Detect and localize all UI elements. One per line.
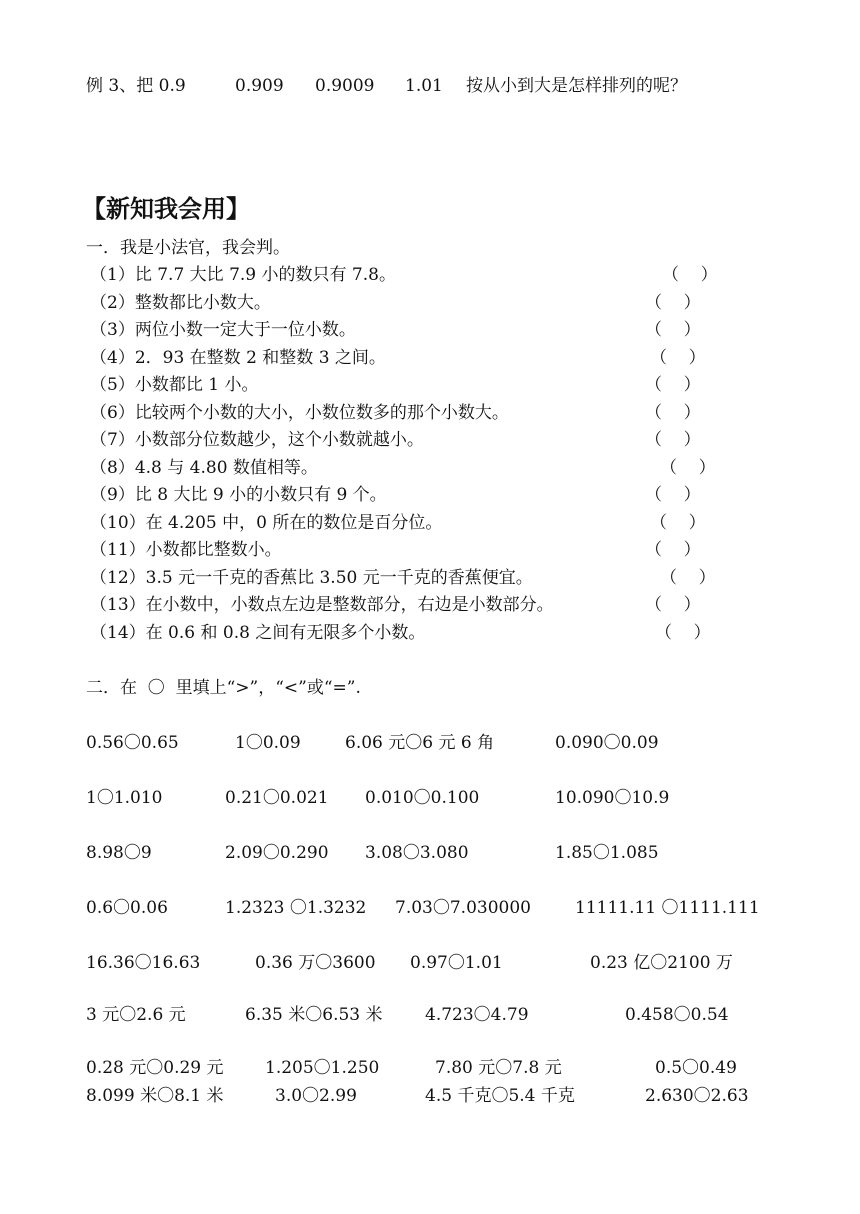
judgement-item: （12）3.5 元一千克的香蕉比 3.50 元一千克的香蕉便宜。 — [90, 568, 533, 588]
part2-title: 二．在 〇 里填上“>”，“<”或“=”. — [86, 678, 361, 698]
answer-blank[interactable]: （ ） — [655, 623, 711, 643]
judgement-item: （14）在 0.6 和 0.8 之间有无限多个小数。 — [90, 623, 426, 643]
judgement-item: （3）两位小数一定大于一位小数。 — [90, 320, 356, 340]
answer-blank[interactable]: （ ） — [645, 430, 701, 450]
comparison-item[interactable]: 0.010〇0.100 — [365, 788, 480, 808]
comparison-item[interactable]: 8.099 米〇8.1 米 — [86, 1086, 224, 1106]
comparison-item[interactable]: 7.80 元〇7.8 元 — [435, 1058, 562, 1078]
comparison-item[interactable]: 6.06 元〇6 元 6 角 — [345, 733, 495, 753]
answer-blank[interactable]: （ ） — [660, 568, 716, 588]
comparison-item[interactable]: 16.36〇16.63 — [86, 953, 201, 973]
comparison-item[interactable]: 1.205〇1.250 — [265, 1058, 380, 1078]
comparison-item[interactable]: 0.21〇0.021 — [225, 788, 329, 808]
answer-blank[interactable]: （ ） — [645, 375, 701, 395]
comparison-item[interactable]: 0.23 亿〇2100 万 — [590, 953, 733, 973]
part1-title: 一．我是小法官，我会判。 — [86, 238, 290, 258]
answer-blank[interactable]: （ ） — [645, 595, 701, 615]
comparison-item[interactable]: 0.458〇0.54 — [625, 1005, 729, 1025]
comparison-item[interactable]: 1.2323 〇1.3232 — [225, 898, 367, 918]
comparison-item[interactable]: 6.35 米〇6.53 米 — [245, 1005, 383, 1025]
comparison-item[interactable]: 1〇1.010 — [86, 788, 163, 808]
answer-blank[interactable]: （ ） — [645, 403, 701, 423]
comparison-item[interactable]: 0.28 元〇0.29 元 — [86, 1058, 224, 1078]
comparison-item[interactable]: 4.5 千克〇5.4 千克 — [425, 1086, 575, 1106]
comparison-item[interactable]: 2.09〇0.290 — [225, 843, 329, 863]
comparison-item[interactable]: 0.56〇0.65 — [86, 733, 179, 753]
answer-blank[interactable]: （ ） — [645, 293, 701, 313]
answer-blank[interactable]: （ ） — [650, 513, 706, 533]
comparison-item[interactable]: 3 元〇2.6 元 — [86, 1005, 186, 1025]
judgement-item: （9）比 8 大比 9 小的小数只有 9 个。 — [90, 485, 387, 505]
comparison-item[interactable]: 8.98〇9 — [86, 843, 152, 863]
comparison-item[interactable]: 10.090〇10.9 — [555, 788, 670, 808]
judgement-item: （8）4.8 与 4.80 数值相等。 — [90, 458, 318, 478]
comparison-item[interactable]: 0.6〇0.06 — [86, 898, 168, 918]
judgement-item: （11）小数都比整数小。 — [90, 540, 282, 560]
judgement-item: （7）小数部分位数越少，这个小数就越小。 — [90, 430, 424, 450]
judgement-item: （13）在小数中，小数点左边是整数部分，右边是小数部分。 — [90, 595, 554, 615]
answer-blank[interactable]: （ ） — [662, 265, 718, 285]
judgement-item: （6）比较两个小数的大小，小数位数多的那个小数大。 — [90, 403, 509, 423]
comparison-item[interactable]: 1〇0.09 — [235, 733, 301, 753]
example-number: 0.909 — [235, 76, 284, 96]
comparison-item[interactable]: 0.97〇1.01 — [410, 953, 503, 973]
comparison-item[interactable]: 0.090〇0.09 — [555, 733, 659, 753]
judgement-item: （1）比 7.7 大比 7.9 小的数只有 7.8。 — [90, 265, 396, 285]
comparison-item[interactable]: 3.0〇2.99 — [275, 1086, 357, 1106]
example-number: 1.01 — [405, 76, 443, 96]
answer-blank[interactable]: （ ） — [645, 485, 701, 505]
comparison-item[interactable]: 7.03〇7.030000 — [395, 898, 531, 918]
comparison-item[interactable]: 11111.11 〇1111.111 — [575, 898, 760, 918]
judgement-item: （4）2．93 在整数 2 和整数 3 之间。 — [90, 348, 386, 368]
example-question: 按从小到大是怎样排列的呢？ — [466, 76, 687, 96]
comparison-item[interactable]: 0.36 万〇3600 — [255, 953, 376, 973]
answer-blank[interactable]: （ ） — [650, 348, 706, 368]
comparison-item[interactable]: 1.85〇1.085 — [555, 843, 659, 863]
comparison-item[interactable]: 4.723〇4.79 — [425, 1005, 529, 1025]
example-number: 0.9009 — [315, 76, 375, 96]
example-label: 例 3、把 0.9 — [86, 76, 186, 96]
answer-blank[interactable]: （ ） — [645, 320, 701, 340]
judgement-item: （2）整数都比小数大。 — [90, 293, 271, 313]
section-heading: 【新知我会用】 — [82, 195, 250, 223]
judgement-item: （10）在 4.205 中，0 所在的数位是百分位。 — [90, 513, 443, 533]
answer-blank[interactable]: （ ） — [660, 458, 716, 478]
comparison-item[interactable]: 0.5〇0.49 — [655, 1058, 737, 1078]
judgement-item: （5）小数都比 1 小。 — [90, 375, 259, 395]
comparison-item[interactable]: 3.08〇3.080 — [365, 843, 469, 863]
answer-blank[interactable]: （ ） — [645, 540, 701, 560]
comparison-item[interactable]: 2.630〇2.63 — [645, 1086, 749, 1106]
